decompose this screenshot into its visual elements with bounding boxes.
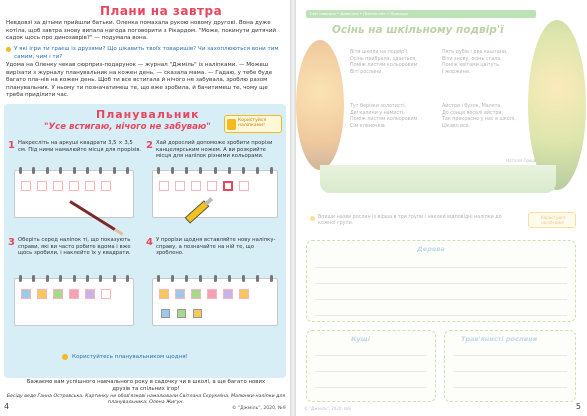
page-number: 5 (575, 402, 581, 411)
poem-stanza: Пять дубів і два каштани, Віти знову, осінь стала, Поміж квітами цвітуть І жоржини. (442, 50, 508, 75)
step-number: 3 (8, 237, 15, 248)
calendar-illustration-2 (152, 170, 278, 218)
story-paragraph-1: Невдовзі за дітьми прийшли батьки. Оленка помахала рукою новому другові. Вона дуже котіла, щоб завтра знову випала нагода поговорити з Рікардом. "Може, покинути дитячий садок щось про динозаврів?" — подумала вона. (6, 20, 276, 42)
folio: © "Джміль", 2020, №9 (232, 406, 286, 411)
step-text: Оберіть серед наліпок ті, що показують справи, які ви часто робите вдома і вже щось зробили, і наклейте їх у квадрати. (18, 237, 131, 257)
question-block (6, 46, 284, 61)
planner-subtitle: "Усе встигаю, нічого не забуваю" (44, 122, 211, 132)
right-page (296, 0, 587, 416)
question-text: У які ігри ти граєш із друзями? Що цікавить твоїх товаришів? Чи захоплюються вони тим самим, чим і ти? (14, 46, 279, 60)
sticker-badge (224, 115, 282, 133)
calendar-illustration-1 (14, 170, 134, 218)
calendar-illustration-3 (14, 278, 134, 326)
flowerbed-illustration (320, 165, 556, 193)
step-text: Накресліть на аркуші квадрати 3,5 × 3,5 см. Під ними намалюйте місця для прорізів. (18, 140, 142, 153)
poem-author: Наталія Гриць (506, 158, 537, 163)
box-label: Трав'янисті рослини (461, 335, 538, 343)
badge-text: Користуйся наліпками! (238, 118, 267, 129)
box-label: Кущі (351, 335, 370, 343)
step-number: 2 (146, 140, 153, 151)
left-page (0, 0, 290, 416)
answer-box-trees[interactable] (306, 240, 576, 322)
page-number: 4 (4, 402, 10, 411)
calendar-illustration-4 (152, 278, 278, 326)
step-number: 4 (146, 237, 153, 248)
right-page-title: Осінь на шкільному подвір'ї (332, 24, 504, 36)
credits: Бесіду веде Ганна Островська. Картинку не обов'язкові намалювали Світлана Сєрукміна. Малюнки-наліпки для планувальника: Олена Жигун. (6, 394, 286, 405)
bullet-icon (310, 216, 315, 221)
closing-text: Бажаємо вам успішного навчального року в садочку чи в школі, а ще багато нових друзів та спільних ігор! (26, 379, 266, 392)
section-strip: Світ навколо • Довкілля • Пізнаю світ • Природа (306, 10, 536, 18)
box-label: Дерева (417, 245, 445, 253)
poem-stanza: Віти школи на подвір'ї Осінь прибрала, здається, Поміж листям кольоровим Віті рослини. (350, 50, 418, 75)
story-paragraph-2: Удома на Оленку чекав сюрприз-подарунок — журнал "Джміль" із наліпками. — Можеш вирізати з журналу планувальник на кожен день, — сказала мама. — Гадаю, у тебе буде багато пла-нів на кожен день. Щоб ти все встигала й нічого не забувала, зроблю разом планувальник. У ньому ти позначатимеш те, що вже зробила, й бачитимеш те, чому ще треба приділити час. (6, 62, 273, 99)
bullet-icon (6, 47, 11, 52)
task-instruction: Впиши назви рослин із вірша в три групи і наклей відповідні наліпки до кожної групи. (310, 215, 510, 227)
poem-stanza: Айстри і бузок, Малята, До сонця веселі айстри, Так прекрасно у нас в школі, Цікаво все. (442, 104, 516, 129)
sticker-badge: Користуйся наліпками! (528, 212, 576, 228)
poem-stanza: Тут берізки золотисті, Дві калини у намисті, Поміж листям кольоровим Сім кленочків. (350, 104, 418, 129)
tree-illustration (296, 40, 344, 170)
planner-title: Планувальник (96, 108, 200, 121)
page-title: Плани на завтра (100, 4, 223, 18)
answer-box-herbs[interactable] (444, 330, 576, 402)
sticker-icon (227, 119, 236, 130)
answer-box-shrubs[interactable] (306, 330, 436, 402)
step-text: У прорізи щодня вставляйте нову наліпку-справу, а позначайте на ній те, що зроблено. (156, 237, 276, 257)
step-number: 1 (8, 140, 15, 151)
step-text: Хай дорослий допоможе зробити прорізи канцелярським ножем. А ви розкрийте місця для наліпок різними кольорами. (156, 140, 273, 160)
use-planner-note (62, 352, 232, 362)
bullet-icon (62, 354, 68, 360)
use-planner-text: Користуйтесь планувальником щодня! (72, 354, 188, 360)
folio: © "Джміль", 2020, №9 (304, 406, 351, 411)
